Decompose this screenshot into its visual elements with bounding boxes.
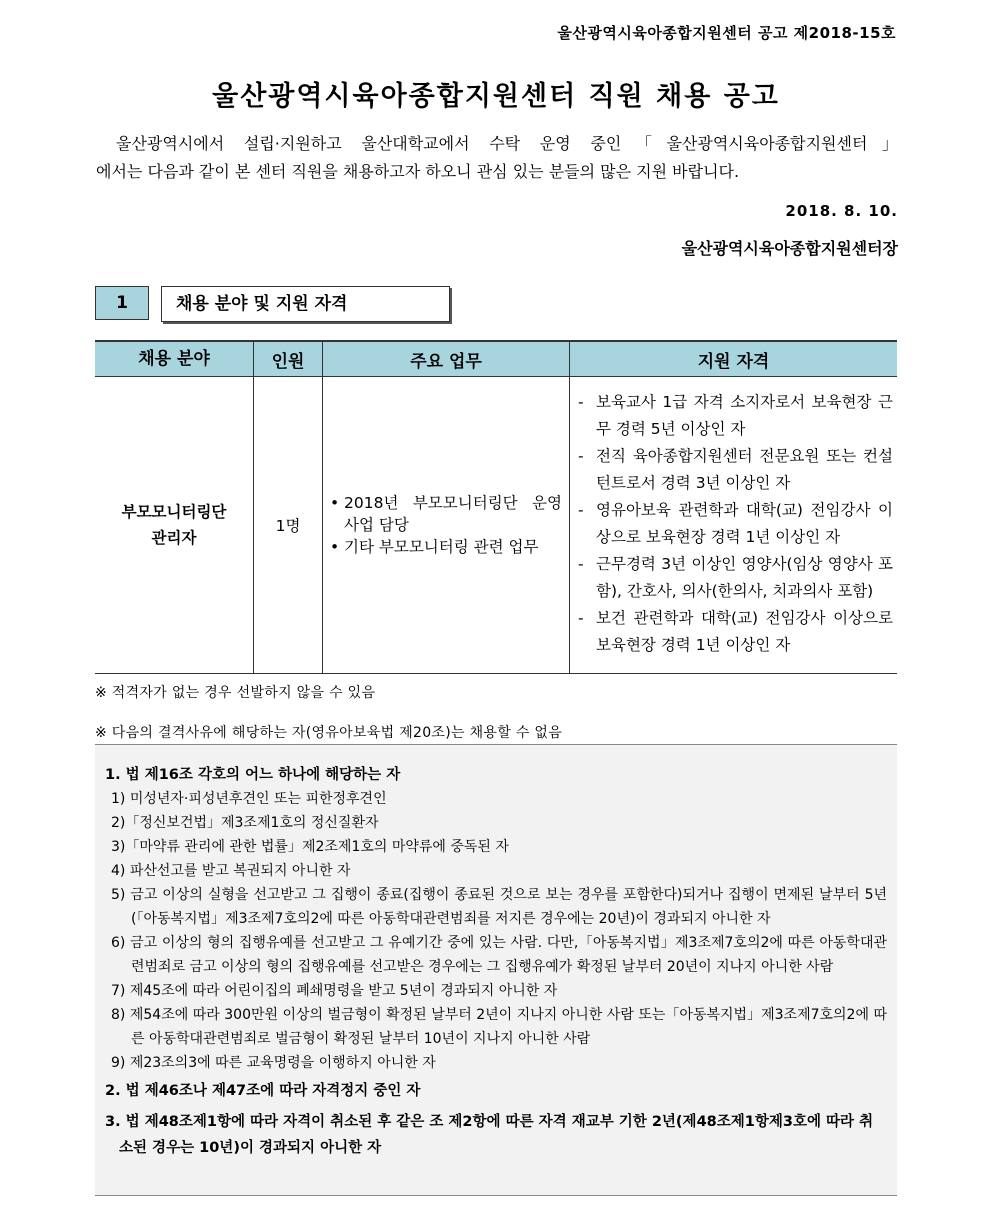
intro-line-2: 에서는 다음과 같이 본 센터 직원을 채용하고자 하오니 관심 있는 분들의 많은 지원 바랍니다. xyxy=(96,162,740,181)
field-line-2: 관리자 xyxy=(151,529,197,547)
section-number: 1 xyxy=(95,286,149,320)
disqualification-item-1: 1. 법 제16조 각호의 어느 하나에 해당하는 자 xyxy=(105,767,401,783)
disqualification-item-2: 2. 법 제46조나 제47조에 따라 자격정지 중인 자 xyxy=(105,1083,421,1099)
field-line-1: 부모모니터링단 xyxy=(121,503,227,521)
header-qualifications: 지원 자격 xyxy=(570,341,898,377)
duties-list xyxy=(324,492,568,558)
list-item: - 근무경력 3년 이상인 영양사(임상 영양사 포함), 간호사, 의사(한의사, 치과의사 포함) xyxy=(574,551,893,605)
list-item: • 2018년 부모모니터링단 운영 사업 담당 xyxy=(328,492,562,536)
list-item: 4) 파산선고를 받고 복권되지 아니한 자 xyxy=(111,863,351,879)
list-item: 6) 금고 이상의 형의 집행유예를 선고받고 그 유예기간 중에 있는 사람. 다만,「아동복지법」제3조제7호의2에 따른 아동학대관련범죄로 금고 이상의 형의 집행유예를 선고받은 경우에는 그 집행유예가 확정된 날부터 20년이 지나지 아니한 사람 xyxy=(111,935,888,975)
qualifications-list xyxy=(574,389,893,659)
intro-line-1: 울산광역시에서 설립·지원하고 울산대학교에서 수탁 운영 중인「울산광역시육아종합지원센터」 xyxy=(116,134,898,153)
list-item: 1) 미성년자·피성년후견인 또는 피한정후견인 xyxy=(111,791,387,807)
list-item: - 전직 육아종합지원센터 전문요원 또는 컨설턴트로서 경력 3년 이상인 자 xyxy=(574,443,893,497)
issuer: 울산광역시육아종합지원센터장 xyxy=(681,239,898,258)
disqualification-box xyxy=(95,744,897,1196)
list-item: 9) 제23조의3에 따른 교육명령을 이행하지 아니한 자 xyxy=(111,1055,436,1071)
intro-paragraph xyxy=(96,130,898,186)
header-count: 인원 xyxy=(254,341,323,377)
header-field: 채용 분야 xyxy=(95,341,254,377)
table-header-row xyxy=(95,341,897,377)
list-item: - 보건 관련학과 대학(교) 전임강사 이상으로 보육현장 경력 1년 이상인 자 xyxy=(574,605,893,659)
notice-number: 울산광역시육아종합지원센터 공고 제2018-15호 xyxy=(557,24,896,42)
cell-qualifications xyxy=(570,377,898,674)
list-item: 2)「정신보건법」제3조제1호의 정신질환자 xyxy=(111,815,379,831)
list-item: • 기타 부모모니터링 관련 업무 xyxy=(328,536,562,558)
section-title: 채용 분야 및 지원 자격 xyxy=(161,286,450,322)
list-item: 7) 제45조에 따라 어린이집의 폐쇄명령을 받고 5년이 경과되지 아니한 자 xyxy=(111,983,558,999)
note-disqualification: ※ 다음의 결격사유에 해당하는 자(영유아보육법 제20조)는 채용할 수 없음 xyxy=(95,725,563,741)
cell-duties xyxy=(323,377,570,674)
list-item: 8) 제54조에 따라 300만원 이상의 벌금형이 확정된 날부터 2년이 지나지 아니한 사람 또는「아동복지법」제3조제7호의2에 따른 아동학대관련범죄로 벌금형이 확정된 날부터 10년이 지나지 아니한 사람 xyxy=(111,1007,887,1047)
list-item: - 보육교사 1급 자격 소지자로서 보육현장 근무 경력 5년 이상인 자 xyxy=(574,389,893,443)
header-duties: 주요 업무 xyxy=(323,341,570,377)
list-item: - 영유아보육 관련학과 대학(교) 전임강사 이상으로 보육현장 경력 1년 이상인 자 xyxy=(574,497,893,551)
page-title: 울산광역시육아종합지원센터 직원 채용 공고 xyxy=(212,81,780,112)
list-item: 5) 금고 이상의 실형을 선고받고 그 집행이 종료(집행이 종료된 것으로 보는 경우를 포함한다)되거나 집행이 면제된 날부터 5년(「아동복지법」제3조제7호의2에 따른 아동학대관련범죄를 저지른 경우에는 20년)이 경과되지 아니한 자 xyxy=(111,887,887,927)
recruitment-table xyxy=(95,340,897,674)
notice-date: 2018. 8. 10. xyxy=(785,202,898,220)
cell-field xyxy=(95,377,254,674)
disqualification-item-3: 3. 법 제48조제1항에 따라 자격이 취소된 후 같은 조 제2항에 따른 자격 재교부 기한 2년(제48조제1항제3호에 따라 취소된 경우는 10년)이 경과되지 아니한 자 xyxy=(105,1114,874,1156)
list-item: 3)「마약류 관리에 관한 법률」제2조제1호의 마약류에 중독된 자 xyxy=(111,839,509,855)
note-no-qualified: ※ 적격자가 없는 경우 선발하지 않을 수 있음 xyxy=(95,685,376,701)
table-row xyxy=(95,377,897,674)
cell-count: 1명 xyxy=(254,377,323,674)
